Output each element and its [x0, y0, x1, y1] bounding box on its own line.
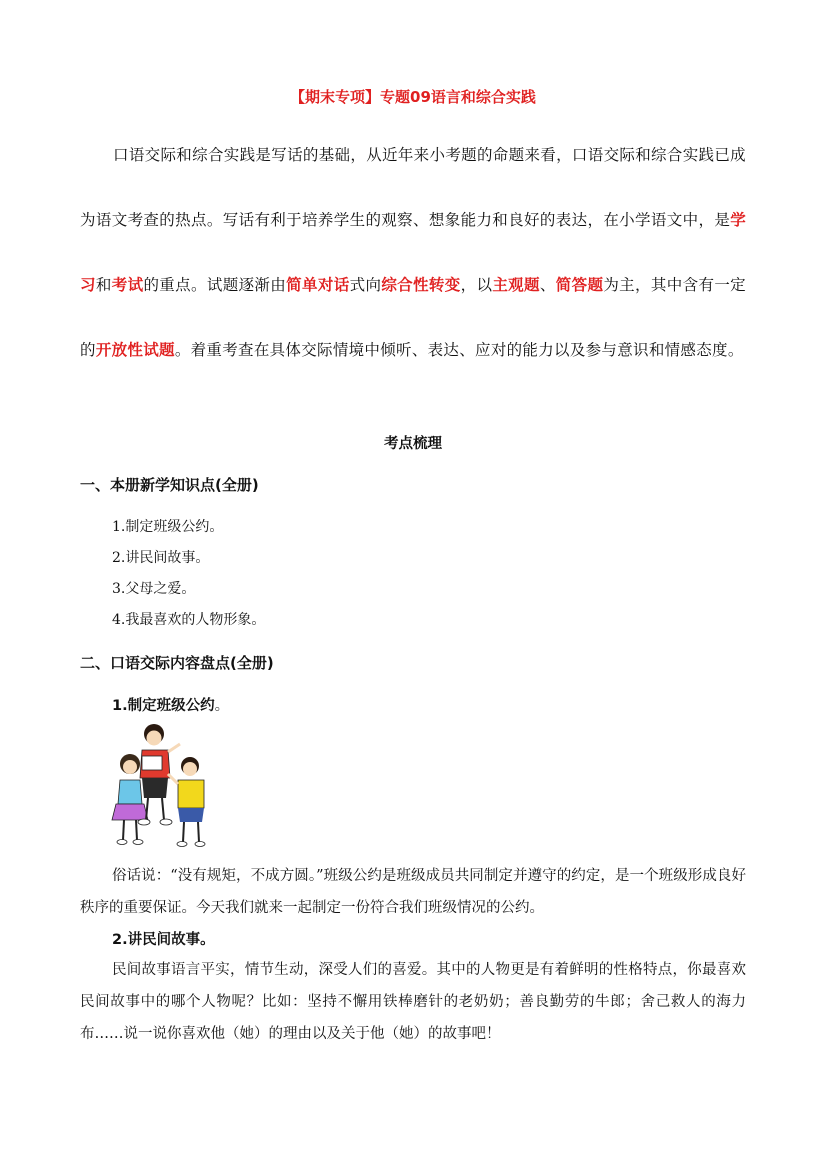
highlight-term: 学习 — [80, 211, 746, 294]
highlight-term: 综合性转变 — [381, 276, 461, 294]
highlight-term: 考试 — [111, 276, 144, 294]
intro-text: 为主，其中含有一定的 — [80, 276, 746, 359]
highlight-term: 主观题 — [492, 276, 540, 294]
intro-text: 的重点。试题逐渐由 — [143, 276, 287, 294]
highlight-term: 简单对话 — [286, 276, 350, 294]
list-item: 4.我最喜欢的人物形象。 — [112, 612, 266, 628]
intro-text: 。着重考查在具体交际情境中倾听、表达、应对的能力以及参与意识和情感态度。 — [174, 341, 744, 359]
list-item: 2.讲民间故事。 — [112, 550, 210, 566]
sub2-text: 民间故事语言平实，情节生动，深受人们的喜爱。其中的人物更是有着鲜明的性格特点，你最喜欢民间故事中的哪个人物呢？比如：坚持不懈用铁棒磨针的老奶奶；善良勤劳的牛郎；舍己救人的海力布……说一说你喜欢他（她）的理由以及关于他（她）的故事吧！ — [80, 962, 746, 1042]
sub2-heading: 2.讲民间故事。 — [112, 932, 215, 948]
sub1-heading-tail: 。 — [214, 698, 230, 714]
sub1-heading — [112, 694, 229, 715]
list-item: 3.父母之爱。 — [112, 581, 196, 597]
sub1-text: 俗话说：“没有规矩，不成方圆。”班级公约是班级成员共同制定并遵守的约定，是一个班级形成良好秩序的重要保证。今天我们就来一起制定一份符合我们班级情况的公约。 — [80, 868, 746, 916]
intro-text: ，以 — [460, 276, 493, 294]
highlight-term: 简答题 — [555, 276, 604, 294]
highlight-term: 开放性试题 — [95, 341, 175, 359]
intro-text: 和 — [95, 276, 112, 294]
part2-heading: 二、口语交际内容盘点(全册) — [80, 654, 274, 672]
intro-text: 式向 — [349, 276, 382, 294]
children-discussion-illustration — [108, 722, 216, 852]
part1-heading: 一、本册新学知识点(全册) — [80, 476, 259, 494]
intro-text: 、 — [539, 276, 556, 294]
sub1-heading-bold: 1.制定班级公约 — [112, 698, 215, 714]
section-title: 考点梳理 — [384, 436, 442, 452]
list-item: 1.制定班级公约。 — [112, 519, 224, 535]
part1-list — [112, 512, 265, 636]
intro-paragraph — [80, 123, 746, 383]
intro-text: 口语交际和综合实践是写话的基础，从近年来小考题的命题来看，口语交际和综合实践已成为语文考查的热点。写话有利于培养学生的观察、想象能力和良好的表达，在小学语文中，是 — [80, 146, 746, 229]
page-title: 【期末专项】专题09语言和综合实践 — [290, 88, 536, 106]
